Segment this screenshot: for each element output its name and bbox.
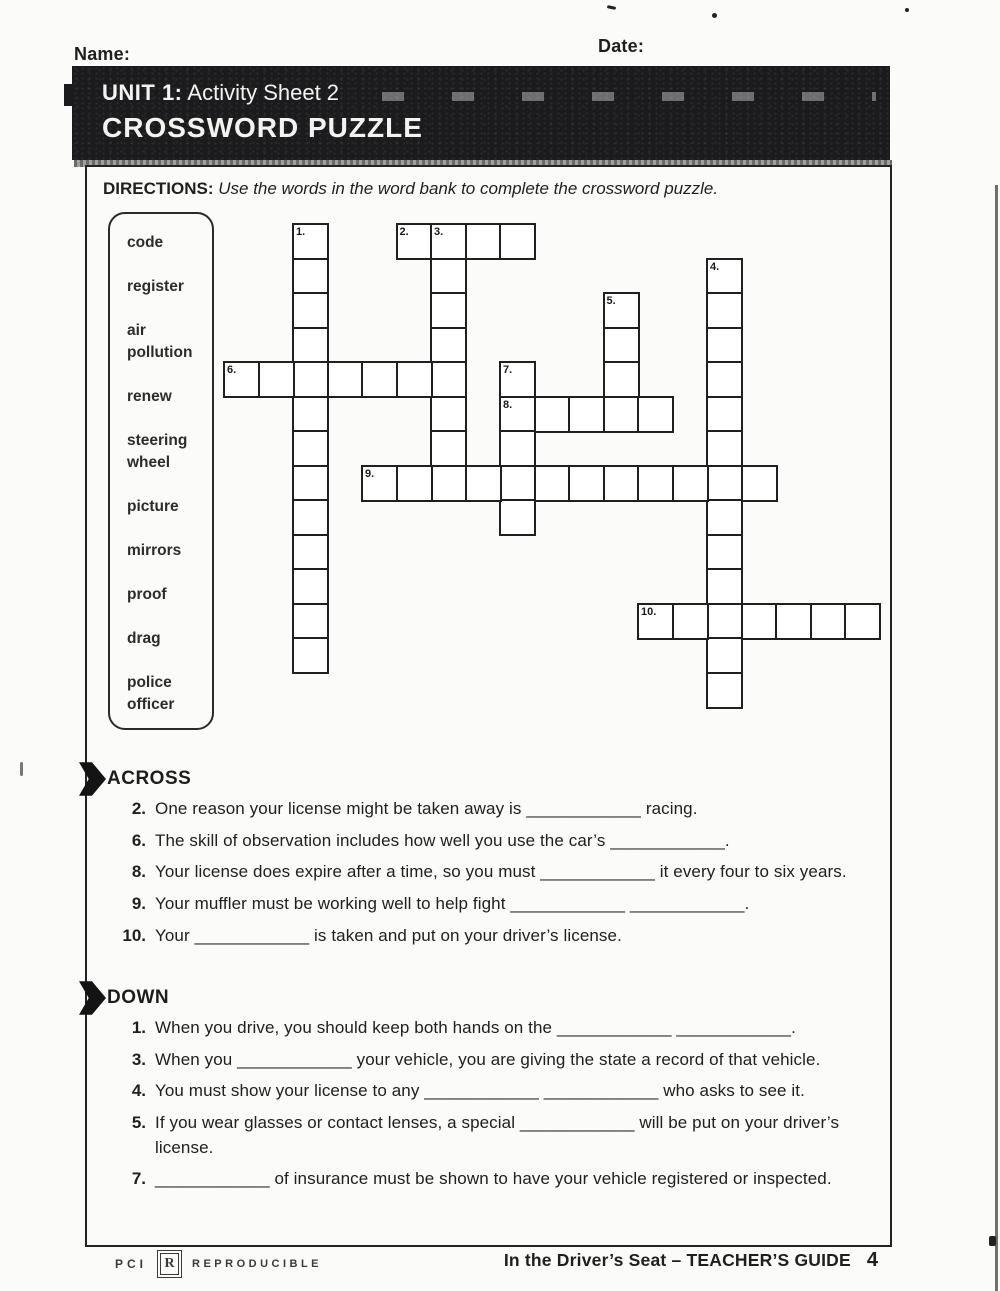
unit-label: UNIT 1: xyxy=(102,80,183,105)
crossword-cell xyxy=(292,292,329,329)
crossword-cell xyxy=(258,361,295,398)
clue-row xyxy=(112,1111,878,1160)
down-heading: DOWN xyxy=(107,987,170,1008)
crossword-cell xyxy=(706,672,743,709)
clue-row xyxy=(112,1016,878,1041)
crossword-cell xyxy=(430,327,467,364)
crossword-cell xyxy=(844,603,881,640)
word-bank-word: proof xyxy=(127,586,167,603)
crossword-cell xyxy=(292,223,329,260)
clue-number: 10. xyxy=(122,925,146,945)
crossword-cell xyxy=(775,603,812,640)
publisher-logo xyxy=(115,1253,322,1275)
across-clue-list xyxy=(112,797,878,955)
crossword-cell xyxy=(637,603,674,640)
clue-row xyxy=(112,924,878,949)
crossword-cell xyxy=(396,361,433,398)
crossword-cell xyxy=(292,327,329,364)
crossword-cell xyxy=(292,430,329,467)
crossword-cell-number: 6. xyxy=(227,364,237,376)
clue-row xyxy=(112,797,878,822)
clue-text: Your muffler must be working well to help fight ____________ ____________. xyxy=(155,893,750,913)
crossword-cell xyxy=(534,465,571,502)
crossword-cell xyxy=(361,361,398,398)
date-label: Date: xyxy=(598,36,645,56)
clue-text: When you ____________ your vehicle, you are giving the state a record of that vehicle. xyxy=(155,1049,821,1069)
page-title: CROSSWORD PUZZLE xyxy=(102,112,423,143)
crossword-cell xyxy=(292,568,329,605)
crossword-cell xyxy=(706,534,743,571)
crossword-cell xyxy=(706,361,743,398)
crossword-cell xyxy=(292,637,329,674)
word-bank-word: register xyxy=(127,278,184,295)
clue-row xyxy=(112,1048,878,1073)
crossword-cell xyxy=(706,396,743,433)
logo-pci-text: PCI xyxy=(115,1257,148,1271)
crossword-cell xyxy=(292,534,329,571)
clue-row xyxy=(112,829,878,854)
crossword-cell xyxy=(706,292,743,329)
clue-text: Your ____________ is taken and put on your driver’s license. xyxy=(155,925,622,945)
crossword-cell-number: 7. xyxy=(503,364,513,376)
activity-sheet-label: Activity Sheet 2 xyxy=(187,80,340,105)
crossword-cell xyxy=(430,258,467,295)
scan-speck xyxy=(712,13,717,18)
crossword-cell xyxy=(706,568,743,605)
clue-row xyxy=(112,860,878,885)
clue-number: 7. xyxy=(131,1169,146,1189)
crossword-cell xyxy=(672,465,709,502)
crossword-cell-number: 8. xyxy=(503,398,513,411)
crossword-cell xyxy=(568,465,605,502)
across-heading: ACROSS xyxy=(107,768,192,789)
directions-text: Use the words in the word bank to complete the crossword puzzle. xyxy=(218,179,719,198)
clue-number: 5. xyxy=(131,1112,146,1132)
clue-number: 8. xyxy=(131,862,146,882)
directions-label: DIRECTIONS: xyxy=(103,179,214,198)
crossword-cell xyxy=(706,499,743,536)
word-bank-word: air pollution xyxy=(127,322,193,361)
crossword-cell xyxy=(396,465,433,502)
word-bank-word: mirrors xyxy=(127,542,182,559)
crossword-cell xyxy=(499,465,536,502)
crossword-cell xyxy=(499,396,536,433)
crossword-cell xyxy=(292,258,329,295)
word-bank-word: drag xyxy=(127,630,161,647)
crossword-cell xyxy=(706,327,743,364)
crossword-cell-number: 3. xyxy=(434,226,444,238)
clue-row xyxy=(112,1167,878,1192)
crossword-cell xyxy=(706,465,743,502)
word-bank-word: police officer xyxy=(127,674,175,713)
crossword-cell xyxy=(603,465,640,502)
clue-number: 9. xyxy=(131,893,146,913)
scan-edge-line xyxy=(995,185,998,1291)
crossword-cell xyxy=(637,465,674,502)
crossword-cell xyxy=(430,361,467,398)
crossword-cell xyxy=(465,465,502,502)
crossword-cell xyxy=(465,223,502,260)
crossword-cell xyxy=(603,327,640,364)
crossword-cell xyxy=(603,396,640,433)
clue-text: If you wear glasses or contact lenses, a special ____________ will be put on your driver’s license. xyxy=(155,1112,840,1157)
page-number: 4 xyxy=(866,1249,878,1271)
crossword-cell xyxy=(603,361,640,398)
scan-speck xyxy=(989,1236,996,1246)
crossword-cell xyxy=(327,361,364,398)
crossword-cell xyxy=(430,292,467,329)
logo-reproducible-text: REPRODUCIBLE xyxy=(192,1258,323,1270)
crossword-cell xyxy=(706,258,743,295)
clue-number: 2. xyxy=(131,799,146,818)
crossword-cell xyxy=(499,499,536,536)
crossword-cell xyxy=(637,396,674,433)
crossword-cell xyxy=(810,603,847,640)
clue-number: 4. xyxy=(131,1081,146,1101)
crossword-cell xyxy=(499,361,536,398)
crossword-cell xyxy=(430,430,467,467)
footer-right xyxy=(500,1249,878,1272)
down-clue-list xyxy=(112,1016,878,1199)
crossword-cell xyxy=(361,465,398,502)
clue-number: 1. xyxy=(131,1018,146,1037)
crossword-cell xyxy=(430,396,467,433)
crossword-cell-number: 9. xyxy=(365,467,375,480)
clue-text: You must show your license to any ____________ ____________ who asks to see it. xyxy=(155,1081,805,1101)
word-bank-word: steering wheel xyxy=(127,432,188,471)
clue-number: 3. xyxy=(131,1049,146,1069)
clue-number: 6. xyxy=(131,830,146,850)
crossword-cell xyxy=(706,637,743,674)
crossword-cell xyxy=(603,292,640,329)
clue-text: ____________ of insurance must be shown to have your vehicle registered or inspected. xyxy=(155,1169,832,1189)
crossword-cell xyxy=(741,465,778,502)
crossword-cell xyxy=(430,465,467,502)
crossword-cell-number: 1. xyxy=(296,226,306,238)
scan-speck xyxy=(905,8,909,12)
crossword-cell xyxy=(223,361,260,398)
guide-title: In the Driver’s Seat – TEACHER’S GUIDE xyxy=(503,1250,851,1270)
clue-row xyxy=(112,892,878,917)
crossword-cell xyxy=(396,223,433,260)
crossword-cell xyxy=(292,499,329,536)
crossword-cell xyxy=(292,603,329,640)
crossword-cell xyxy=(292,361,329,398)
clue-row xyxy=(112,1079,878,1104)
crossword-cell xyxy=(672,603,709,640)
crossword-cell-number: 4. xyxy=(710,260,720,273)
clue-text: Your license does expire after a time, so you must ____________ it every four to six years. xyxy=(155,862,847,882)
word-bank-word: renew xyxy=(127,388,172,405)
word-bank-word: picture xyxy=(127,498,179,515)
crossword-cell xyxy=(499,430,536,467)
crossword-cell xyxy=(568,396,605,433)
word-bank-word: code xyxy=(127,234,164,251)
clue-text: One reason your license might be taken away is ____________ racing. xyxy=(155,799,698,818)
crossword-cell xyxy=(292,396,329,433)
crossword-cell xyxy=(499,223,536,260)
crossword-cell xyxy=(534,396,571,433)
crossword-cell xyxy=(706,603,743,640)
clue-text: When you drive, you should keep both hands on the ____________ ____________. xyxy=(155,1018,796,1037)
crossword-cell xyxy=(706,430,743,467)
name-label: Name: xyxy=(74,44,131,64)
scan-speck xyxy=(20,762,23,776)
crossword-cell xyxy=(292,465,329,502)
crossword-cell xyxy=(741,603,778,640)
crossword-cell-number: 10. xyxy=(641,605,657,618)
crossword-cell-number: 2. xyxy=(399,226,409,238)
crossword-cell-number: 5. xyxy=(606,295,616,307)
logo-r-box-icon: R xyxy=(160,1253,179,1275)
clue-text: The skill of observation includes how well you use the car’s ____________. xyxy=(155,830,730,850)
crossword-cell xyxy=(430,223,467,260)
